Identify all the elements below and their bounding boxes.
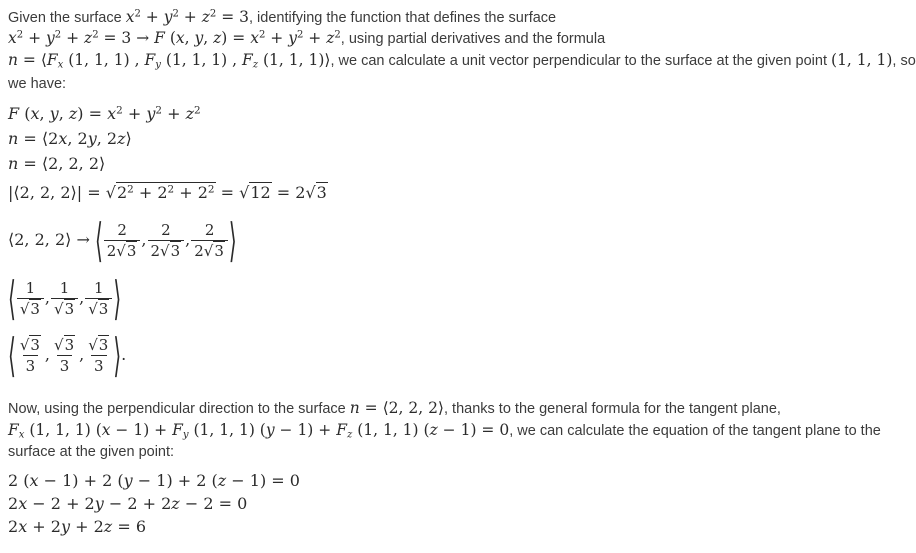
intro-line-3-mid: , we can calculate a unit vector perpendicular to the surface at the given point [330, 53, 827, 69]
intro-line-2 [8, 29, 605, 48]
fraction: $\frac{√3}{3}$ [19, 335, 40, 375]
final-step-3: 2x + 2y + 2z = 6 [8, 517, 146, 536]
outro-line-2-suffix: , we can calculate the equation of the tangent plane to the [509, 423, 881, 439]
step-magnitude: |⟨2, 2, 2⟩| = $√2^2 + 2^2 + 2^2 = √12 = 2√3$ [8, 183, 327, 202]
outro-line-3: surface at the given point: [8, 444, 175, 460]
left-angle-bracket: ⟨ [8, 270, 16, 326]
outro-line-2 [8, 421, 881, 440]
intro-line-1-prefix: Given the surface [8, 10, 122, 26]
intro-line-2-suffix: , using partial derivatives and the formula [340, 31, 606, 47]
final-step-1: 2 (x − 1) + 2 (y − 1) + 2 (z − 1) = 0 [8, 471, 300, 490]
right-angle-bracket: ⟩ [113, 327, 122, 383]
left-angle-bracket: ⟨ [94, 212, 103, 268]
fraction: $\frac{2}{2√3}$ [191, 221, 228, 260]
intro-line-1-suffix: , identifying the function that defines the surface [248, 10, 557, 26]
surface-equation: $x^2 + y^2 + z^2 = 3$ [125, 8, 249, 26]
tangent-plane-formula: $F_x$ (1, 1, 1) $(x - 1) + F_y$ (1, 1, 1) $(y - 1) + F_z$ (1, 1, 1) (z − 1) = 0 [8, 421, 510, 441]
final-step-2: 2x − 2 + 2y − 2 + 2z − 2 = 0 [8, 494, 248, 513]
intro-line-1 [8, 8, 556, 27]
normal-vector: n = ⟨2, 2, 2⟩ [349, 399, 444, 417]
fraction: $\frac{√3}{3}$ [88, 335, 109, 375]
fraction: $\frac{2}{2√3}$ [148, 221, 185, 260]
outro-line-1-suffix: , thanks to the general formula for the tangent plane, [443, 401, 781, 417]
surface-function-definition: $x^2 + y^2 + z^2 = 3 \to F$ (x, y, $z) = x^2 + y^2 + z^2$ [8, 29, 341, 47]
outro-line-1-prefix: Now, using the perpendicular direction to the surface [8, 401, 346, 417]
step-normalize: ⟨2, 2, 2⟩ → ⟨ $\frac{2}{2√3}$ , $\frac{2}{2√3}$ , $\frac{2}{2√3}$ ⟩ [8, 215, 237, 265]
step-simplified: ⟨ $\frac{1}{√3}$ , $\frac{1}{√3}$ , $\frac{1}{√3}$ ⟩ [8, 273, 121, 325]
step-rationalized: ⟨ $\frac{√3}{3}$ , $\frac{√3}{3}$ , $\frac{√3}{3}$ ⟩ . [8, 330, 126, 382]
step-gradient: n = ⟨2x, 2y, 2z⟩ [8, 129, 132, 148]
left-angle-bracket: ⟨ [8, 327, 16, 383]
intro-line-4: we have: [8, 76, 67, 92]
intro-line-3 [8, 51, 916, 70]
fraction: $\frac{√3}{3}$ [54, 335, 75, 375]
step-function: F (x, y, $z) = x^2 + y^2 + z^2$ [8, 104, 201, 123]
fraction: $\frac{1}{√3}$ [17, 279, 44, 318]
step-normal-at-point: n = ⟨2, 2, 2⟩ [8, 154, 106, 173]
fraction: $\frac{1}{√3}$ [51, 279, 78, 318]
right-angle-bracket: ⟩ [113, 270, 122, 326]
outro-line-1 [8, 399, 781, 418]
fraction: $\frac{2}{2√3}$ [104, 221, 141, 260]
intro-line-3-suffix: , so [892, 53, 916, 69]
normal-formula: $n = ⟨F_x$ (1, 1, 1) , $F_y$ (1, 1, 1) , $F_z$ (1, 1, 1)⟩ [8, 51, 331, 71]
right-angle-bracket: ⟩ [228, 212, 237, 268]
fraction: $\frac{1}{√3}$ [85, 279, 112, 318]
given-point: (1, 1, 1) [831, 51, 893, 69]
